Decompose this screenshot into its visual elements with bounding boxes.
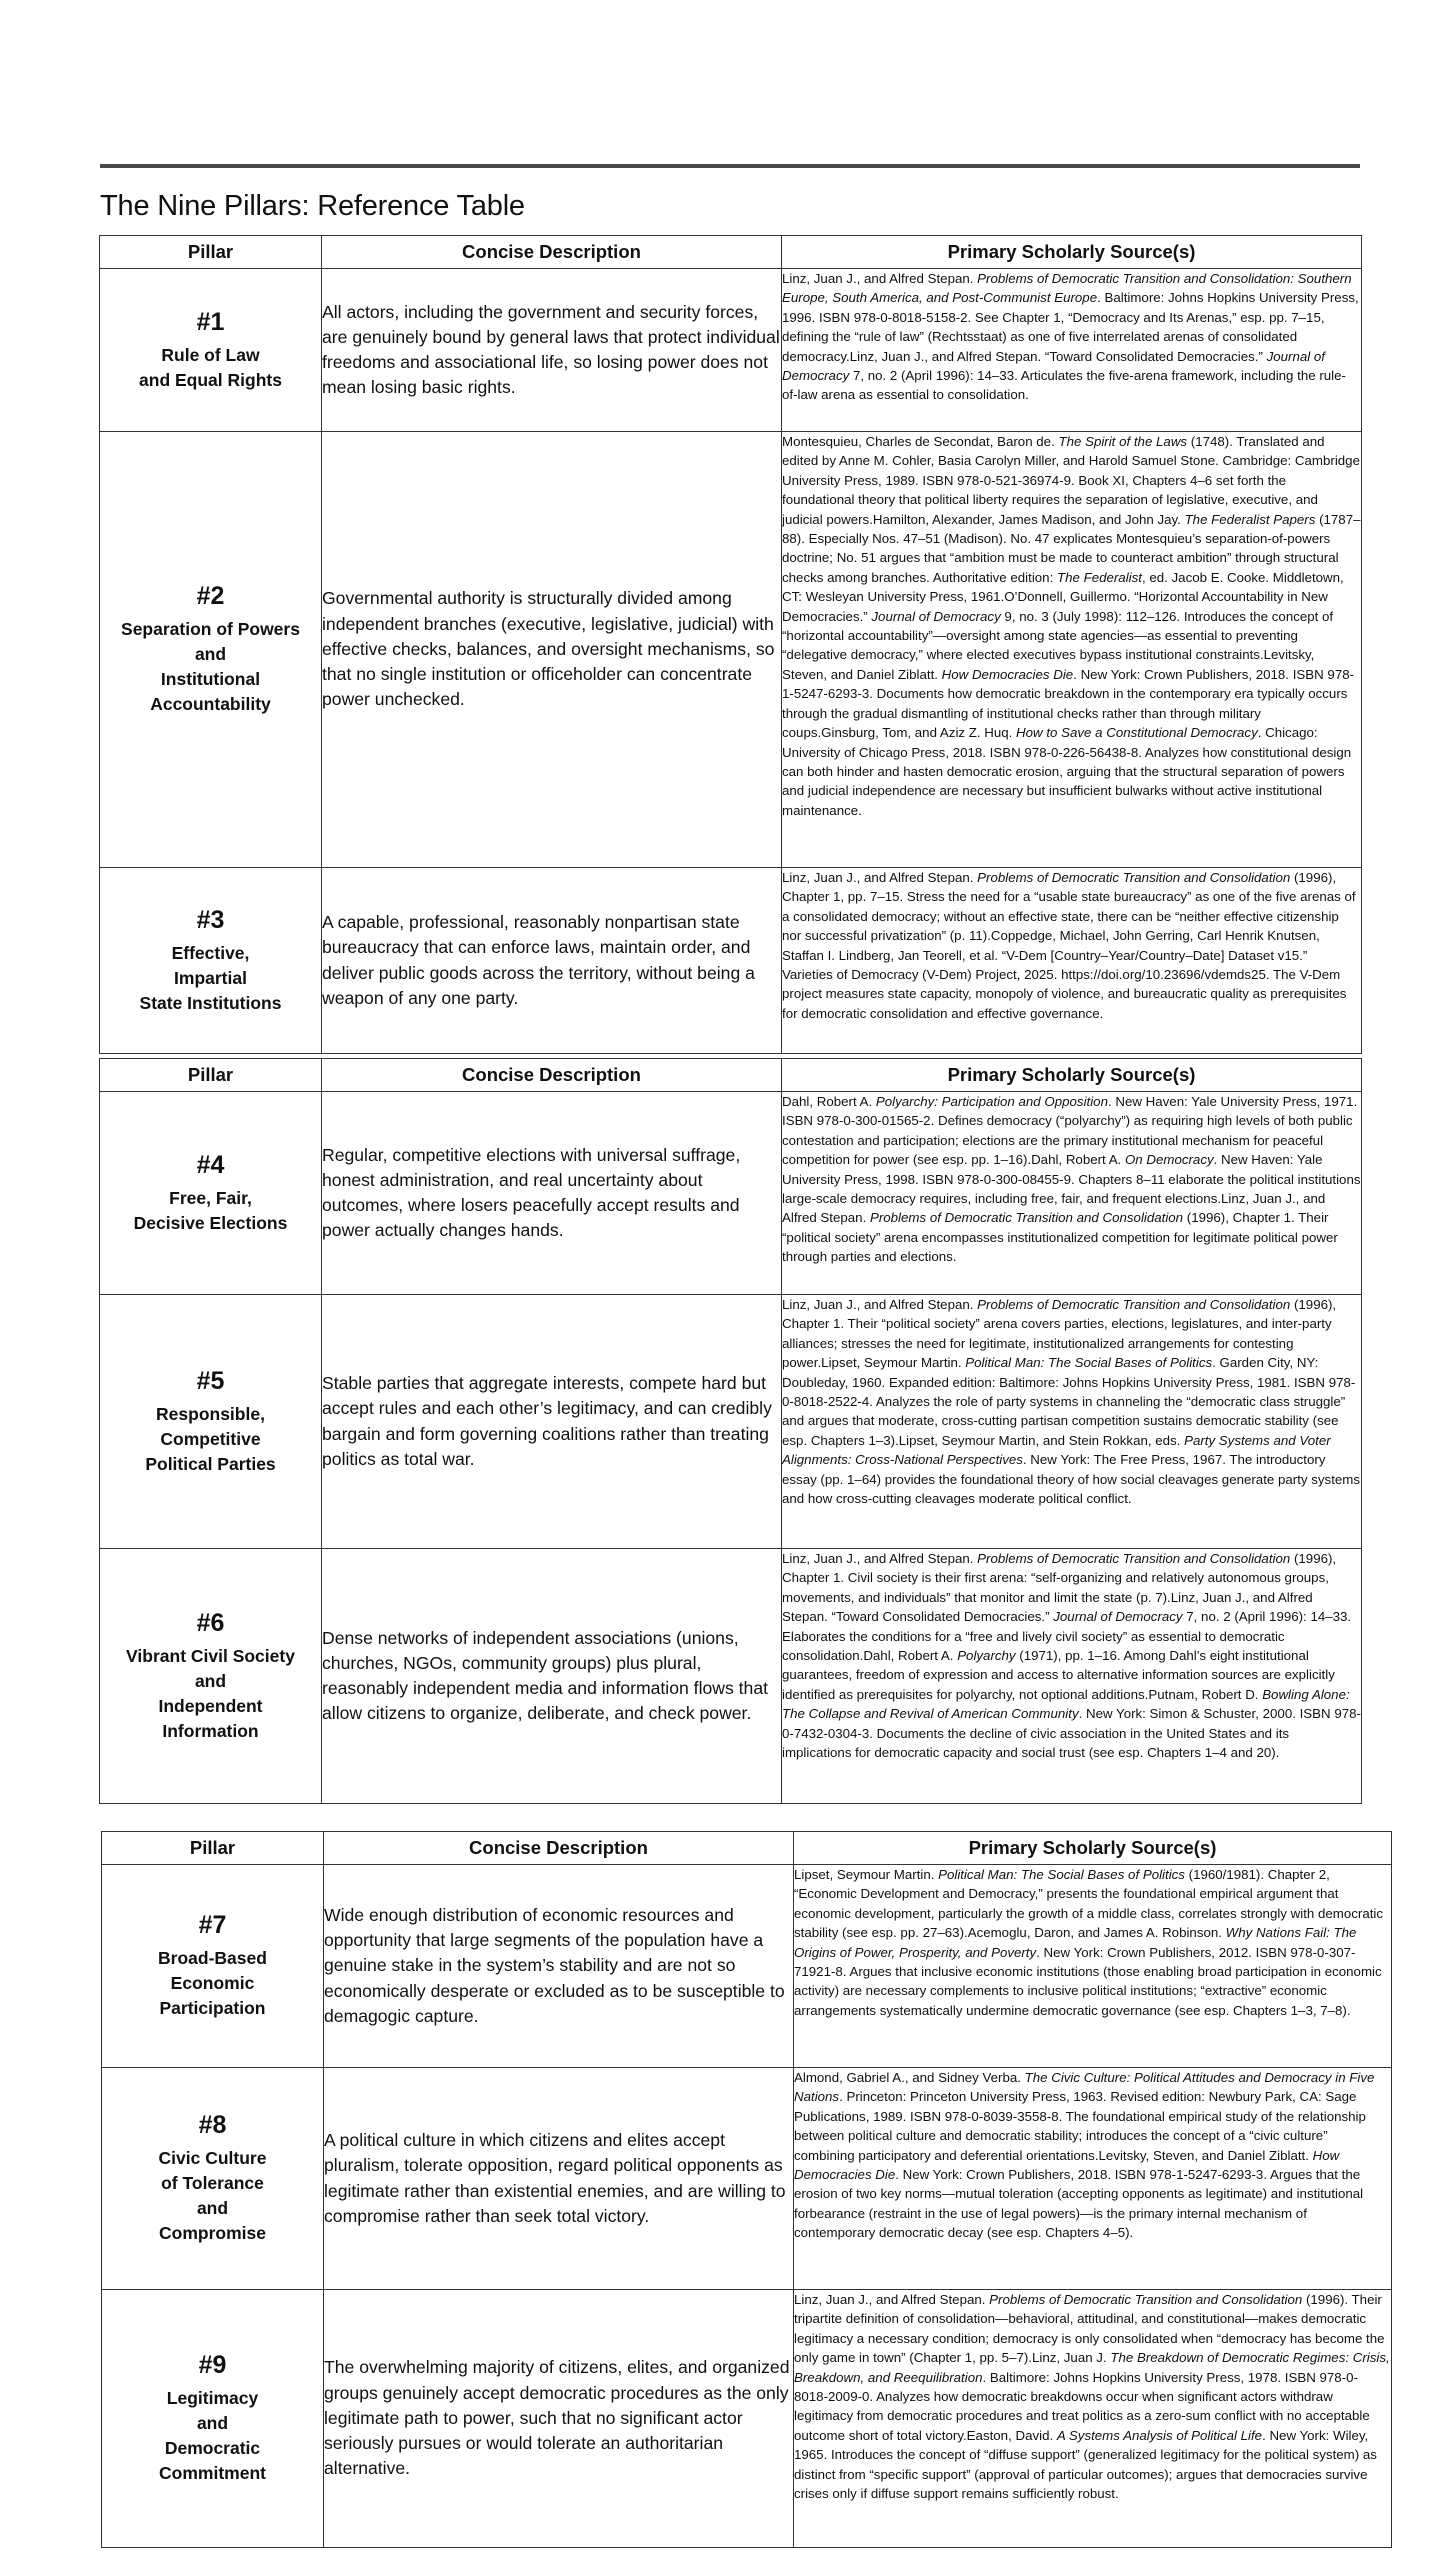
pillar-row-6: [100, 1549, 1362, 1804]
pillar-description: Stable parties that aggregate interests, compete hard but accept rules and each other’s legitimacy, and can credibly bargain and form governing coalitions rather than treating politics as total war.: [322, 1295, 782, 1549]
pillar-number: #3: [196, 905, 225, 934]
pillar-source: Lipset, Seymour Martin. Political Man: The Social Bases of Politics (1960/1981). Chapter 2, “Economic Development and Democracy,” presents the foundational empirical argument that economic development, particularly the growth of a middle class, correlates strongly with democratic stability (see esp. pp. 27–63).Acemoglu, Daron, and James A. Robinson. Why Nations Fail: The Origins of Power, Prosperity, and Poverty. New York: Crown Publishers, 2012. ISBN 978-0-307-71921-8. Argues that inclusive economic institutions (those enabling broad participation in economic activity) are necessary complements to inclusive political institutions; “extractive” economic arrangements systematically undermine democratic governance (see esp. Chapters 1–3, 7–8).: [794, 1865, 1392, 2068]
pillar-name: Separation of Powers and Institutional Accountability: [121, 619, 300, 714]
table-header-row: [102, 1832, 1392, 1865]
pillar-cell: [100, 1092, 322, 1295]
pillar-name: Responsible, Competitive Political Parties: [145, 1403, 276, 1474]
header-source: Primary Scholarly Source(s): [794, 1832, 1392, 1865]
pillars-table-2: [99, 1058, 1362, 1804]
pillar-name: Rule of Law and Equal Rights: [139, 344, 282, 390]
pillar-source: Linz, Juan J., and Alfred Stepan. Problems of Democratic Transition and Consolidation (1996). Their tripartite definition of consolidation—behavioral, attitudinal, and constitutional—makes democratic legitimacy a necessary condition; democracy is only consolidated when “democracy has become the only game in town” (Chapter 1, pp. 5–7).Linz, Juan J. The Breakdown of Democratic Regimes: Crisis, Breakdown, and Reequilibration. Baltimore: Johns Hopkins University Press, 1978. ISBN 978-0-8018-2009-0. Analyzes how democratic breakdowns occur when significant actors withdraw legitimacy from democratic procedures and treat politics as a zero-sum conflict with no acceptable outcome short of total victory.Easton, David. A Systems Analysis of Political Life. New York: Wiley, 1965. Introduces the concept of “diffuse support” (generalized legitimacy for the political system) as distinct from “specific support” (approval of particular outcomes); argues that democracies survive crises only if diffuse support remains sufficiently robust.: [794, 2290, 1392, 2548]
pillar-number: #1: [196, 307, 225, 336]
pillar-cell: [100, 1295, 322, 1549]
pillar-number: #9: [198, 2351, 227, 2379]
pillar-name: Free, Fair, Decisive Elections: [133, 1187, 288, 1233]
pillar-row-4: [100, 1092, 1362, 1295]
pillar-source: Montesquieu, Charles de Secondat, Baron de. The Spirit of the Laws (1748). Translated and edited by Anne M. Cohler, Basia Carolyn Miller, and Harold Samuel Stone. Cambridge: Cambridge University Press, 1989. ISBN 978-0-521-36974-9. Book XI, Chapters 4–6 set forth the foundational theory that political liberty requires the separation of legislative, executive, and judicial powers.Hamilton, Alexander, James Madison, and John Jay. The Federalist Papers (1787–88). Especially Nos. 47–51 (Madison). No. 47 explicates Montesquieu’s separation-of-powers doctrine; No. 51 argues that “ambition must be made to counteract ambition” through structural checks among branches. Authoritative edition: The Federalist, ed. Jacob E. Cooke. Middletown, CT: Wesleyan University Press, 1961.O’Donnell, Guillermo. “Horizontal Accountability in New Democracies.” Journal of Democracy 9, no. 3 (July 1998): 112–126. Introduces the concept of “horizontal accountability”—oversight among state agencies—as essential to preventing “delegative democracy,” where elected executives bypass institutional constraints.Levitsky, Steven, and Daniel Ziblatt. How Democracies Die. New York: Crown Publishers, 2018. ISBN 978-1-5247-6293-3. Documents how democratic breakdown in the contemporary era typically occurs through the gradual dismantling of institutional checks rather than through military coups.Ginsburg, Tom, and Aziz Z. Huq. How to Save a Constitutional Democracy. Chicago: University of Chicago Press, 2018. ISBN 978-0-226-56438-8. Analyzes how constitutional design can both hinder and hasten democratic erosion, arguing that the structural separation of powers and judicial independence are necessary but insufficient bulwarks without active institutional maintenance.: [782, 432, 1362, 868]
header-source: Primary Scholarly Source(s): [782, 1059, 1362, 1092]
header-description: Concise Description: [322, 1059, 782, 1092]
top-rule: [100, 164, 1360, 168]
header-description: Concise Description: [322, 236, 782, 269]
pillar-cell: [100, 868, 322, 1054]
pillar-row-1: [100, 269, 1362, 432]
pillar-name: Broad-Based Economic Participation: [158, 1948, 267, 2018]
pillar-cell: [102, 2068, 324, 2290]
pillar-cell: [102, 1865, 324, 2068]
pillar-number: #7: [198, 1911, 227, 1939]
header-pillar: Pillar: [100, 236, 322, 269]
header-source: Primary Scholarly Source(s): [782, 236, 1362, 269]
pillar-name: Effective, Impartial State Institutions: [139, 942, 282, 1013]
pillar-name: Legitimacy and Democratic Commitment: [159, 2388, 266, 2483]
table-header-row: [100, 236, 1362, 269]
pillars-table-3: [101, 1831, 1392, 2548]
header-pillar: Pillar: [102, 1832, 324, 1865]
pillar-name: Vibrant Civil Society and Independent Information: [126, 1645, 295, 1741]
pillar-name: Civic Culture of Tolerance and Compromise: [158, 2148, 267, 2243]
pillar-source: Linz, Juan J., and Alfred Stepan. Problems of Democratic Transition and Consolidation (1996), Chapter 1. Their “political society” arena covers parties, elections, legislatures, and inter-party alliances; stresses the need for legitimate, institutionalized arrangements for contesting power.Lipset, Seymour Martin. Political Man: The Social Bases of Politics. Garden City, NY: Doubleday, 1960. Expanded edition: Baltimore: Johns Hopkins University Press, 1981. ISBN 978-0-8018-2522-4. Analyzes the role of party systems in channeling the “democratic class struggle” and argues that moderate, cross-cutting partisan competition sustains democratic stability (see esp. Chapters 1–3).Lipset, Seymour Martin, and Stein Rokkan, eds. Party Systems and Voter Alignments: Cross-National Perspectives. New York: The Free Press, 1967. The introductory essay (pp. 1–64) provides the foundational theory of how social cleavages generate party systems and how cross-cutting cleavages moderate political conflict.: [782, 1295, 1362, 1549]
table-header-row: [100, 1059, 1362, 1092]
pillar-source: Linz, Juan J., and Alfred Stepan. Problems of Democratic Transition and Consolidation (1996), Chapter 1, pp. 7–15. Stress the need for a “usable state bureaucracy” as one of the five arenas of a consolidated democracy; without an effective state, there can be “neither effective citizenship nor successful privatization” (p. 11).Coppedge, Michael, John Gerring, Carl Henrik Knutsen, Staffan I. Lindberg, Jan Teorell, et al. “V-Dem [Country–Year/Country–Date] Dataset v15.” Varieties of Democracy (V-Dem) Project, 2025. https://doi.org/10.23696/vdemds25. The V-Dem project measures state capacity, monopoly of violence, and bureaucratic quality as prerequisites for democratic consolidation and effective governance.: [782, 868, 1362, 1054]
pillar-source: Dahl, Robert A. Polyarchy: Participation and Opposition. New Haven: Yale University Press, 1971. ISBN 978-0-300-01565-2. Defines democracy (“polyarchy”) as requiring high levels of both public contestation and participation; elections are the primary institutional mechanism for peaceful competition for power (see esp. pp. 1–16).Dahl, Robert A. On Democracy. New Haven: Yale University Press, 1998. ISBN 978-0-300-08455-9. Chapters 8–11 elaborate the political institutions large-scale democracy requires, including free, fair, and frequent elections.Linz, Juan J., and Alfred Stepan. Problems of Democratic Transition and Consolidation (1996), Chapter 1. Their “political society” arena encompasses institutionalized competition for legitimate political power through parties and elections.: [782, 1092, 1362, 1295]
header-pillar: Pillar: [100, 1059, 322, 1092]
pillar-row-5: [100, 1295, 1362, 1549]
pillar-description: Regular, competitive elections with universal suffrage, honest administration, and real uncertainty about outcomes, where losers peacefully accept results and power actually changes hands.: [322, 1092, 782, 1295]
pillars-table-1: [99, 235, 1362, 1054]
pillar-description: A political culture in which citizens and elites accept pluralism, tolerate opposition, regard political opponents as legitimate rather than existential enemies, and are willing to compromise rather than seek total victory.: [324, 2068, 794, 2290]
document-title: The Nine Pillars: Reference Table: [100, 190, 525, 222]
pillar-row-8: [102, 2068, 1392, 2290]
pillar-number: #2: [196, 582, 225, 610]
pillar-number: #6: [196, 1608, 225, 1637]
pillar-description: Dense networks of independent associations (unions, churches, NGOs, community groups) plus plural, reasonably independent media and information flows that allow citizens to organize, deliberate, and check power.: [322, 1549, 782, 1804]
pillar-number: #8: [198, 2111, 227, 2139]
pillar-number: #5: [196, 1366, 225, 1395]
pillar-description: All actors, including the government and security forces, are genuinely bound by general laws that protect individual freedoms and associational life, so losing power does not mean losing basic rights.: [322, 269, 782, 432]
pillar-source: Linz, Juan J., and Alfred Stepan. Problems of Democratic Transition and Consolidation: Southern Europe, South America, and Post-Communist Europe. Baltimore: Johns Hopkins University Press, 1996. ISBN 978-0-8018-5158-2. See Chapter 1, “Democracy and Its Arenas,” esp. pp. 7–15, defining the “rule of law” (Rechtsstaat) as one of five interrelated arenas of consolidated democracy.Linz, Juan J., and Alfred Stepan. “Toward Consolidated Democracies.” Journal of Democracy 7, no. 2 (April 1996): 14–33. Articulates the five-arena framework, including the rule-of-law arena as essential to consolidation.: [782, 269, 1362, 432]
header-description: Concise Description: [324, 1832, 794, 1865]
pillar-row-9: [102, 2290, 1392, 2548]
pillar-row-3: [100, 868, 1362, 1054]
pillar-row-2: [100, 432, 1362, 868]
pillar-number: #4: [196, 1150, 225, 1179]
pillar-row-7: [102, 1865, 1392, 2068]
pillar-source: Almond, Gabriel A., and Sidney Verba. The Civic Culture: Political Attitudes and Democracy in Five Nations. Princeton: Princeton University Press, 1963. Revised edition: Newbury Park, CA: Sage Publications, 1989. ISBN 978-0-8039-3558-8. The foundational empirical study of the relationship between political culture and democratic stability; introduces the concept of a “civic culture” combining participatory and deferential orientations.Levitsky, Steven, and Daniel Ziblatt. How Democracies Die. New York: Crown Publishers, 2018. ISBN 978-1-5247-6293-3. Argues that the erosion of two key norms—mutual toleration (accepting opponents as legitimate) and institutional forbearance (restraint in the use of legal powers)—is the primary internal mechanism of contemporary democratic decay (see esp. Chapters 4–5).: [794, 2068, 1392, 2290]
pillar-cell: [100, 269, 322, 432]
pillar-description: Governmental authority is structurally divided among independent branches (executive, legislative, judicial) with effective checks, balances, and oversight mechanisms, so that no single institution or officeholder can concentrate power unchecked.: [322, 432, 782, 868]
pillar-description: Wide enough distribution of economic resources and opportunity that large segments of the population have a genuine stake in the system’s stability and are not so economically desperate or excluded as to be susceptible to demagogic capture.: [324, 1865, 794, 2068]
pillar-cell: [102, 2290, 324, 2548]
pillar-description: A capable, professional, reasonably nonpartisan state bureaucracy that can enforce laws, maintain order, and deliver public goods across the territory, without being a weapon of any one party.: [322, 868, 782, 1054]
pillar-description: The overwhelming majority of citizens, elites, and organized groups genuinely accept democratic procedures as the only legitimate path to power, such that no significant actor seriously pursues or would tolerate an authoritarian alternative.: [324, 2290, 794, 2548]
pillar-source: Linz, Juan J., and Alfred Stepan. Problems of Democratic Transition and Consolidation (1996), Chapter 1. Civil society is their first arena: “self-organizing and relatively autonomous groups, movements, and individuals” that monitor and limit the state (p. 7).Linz, Juan J., and Alfred Stepan. “Toward Consolidated Democracies.” Journal of Democracy 7, no. 2 (April 1996): 14–33. Elaborates the conditions for a “free and lively civil society” as essential to democratic consolidation.Dahl, Robert A. Polyarchy (1971), pp. 1–16. Among Dahl’s eight institutional guarantees, freedom of expression and access to alternative information sources are explicitly identified as prerequisites for polyarchy, not optional additions.Putnam, Robert D. Bowling Alone: The Collapse and Revival of American Community. New York: Simon & Schuster, 2000. ISBN 978-0-7432-0304-3. Documents the decline of civic association in the United States and its implications for democratic capacity and social trust (see esp. Chapters 1–4 and 20).: [782, 1549, 1362, 1804]
pillar-cell: [100, 1549, 322, 1804]
pillar-cell: [100, 432, 322, 868]
